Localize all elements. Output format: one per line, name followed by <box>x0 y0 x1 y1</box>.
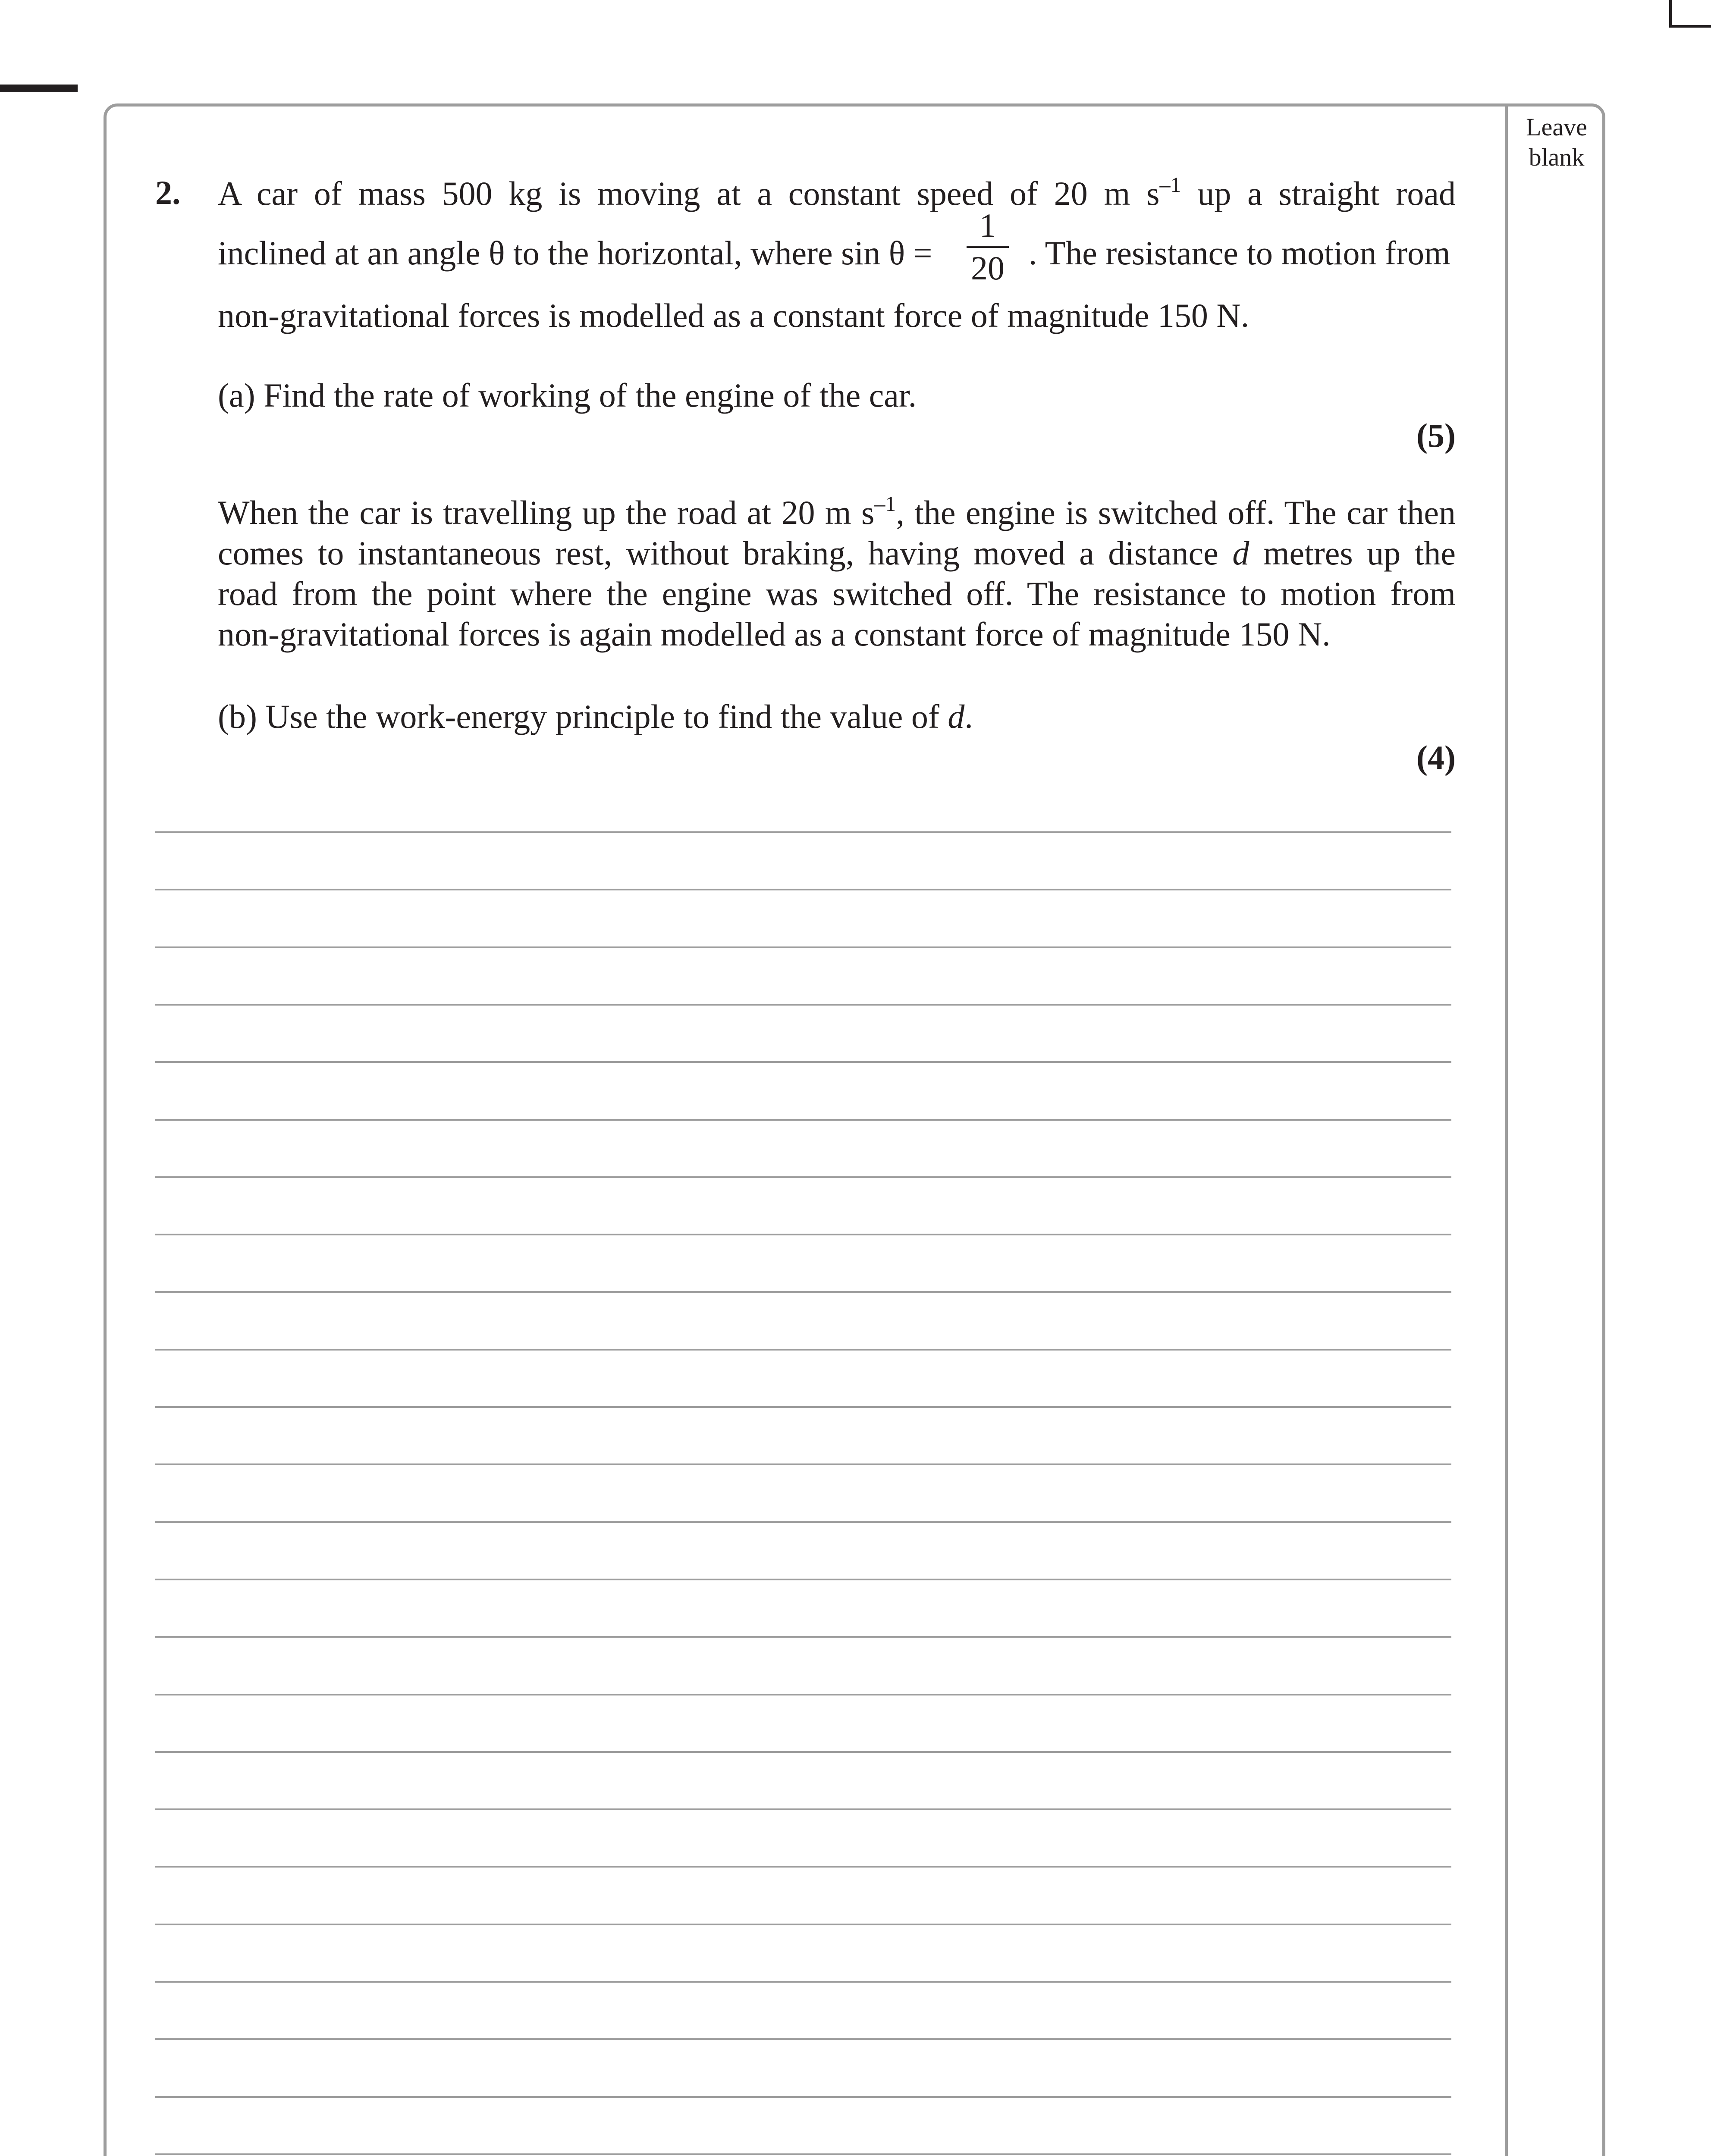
answer-line[interactable] <box>155 2038 1451 2040</box>
answer-line[interactable] <box>155 889 1451 890</box>
question-number: 2. <box>155 174 181 211</box>
question-intro-line2: inclined at an angle θ to the horizontal, where sin θ = . The resistance to motion from <box>218 234 1450 272</box>
fraction-one-twentieth <box>964 207 1011 287</box>
answer-line[interactable] <box>155 1004 1451 1006</box>
scenario-paragraph <box>218 492 1456 655</box>
answer-line[interactable] <box>155 1751 1451 1753</box>
answer-line[interactable] <box>155 1463 1451 1465</box>
answer-line[interactable] <box>155 1924 1451 1925</box>
leave-blank-divider <box>1505 103 1508 2156</box>
answer-line[interactable] <box>155 1349 1451 1351</box>
answer-line[interactable] <box>155 1119 1451 1121</box>
leave-blank-label: Leave blank <box>1526 113 1587 171</box>
para-line3: road from the point where the engine was switched off. The resistance to motion from <box>218 575 1456 612</box>
answer-line[interactable] <box>155 1234 1451 1235</box>
answer-line[interactable] <box>155 1636 1451 1638</box>
fraction-denominator: 20 <box>971 249 1005 287</box>
answer-line[interactable] <box>155 1866 1451 1868</box>
answer-line[interactable] <box>155 946 1451 948</box>
answer-line[interactable] <box>155 2096 1451 2098</box>
answer-line[interactable] <box>155 1521 1451 1523</box>
part-a-text: (a) Find the rate of working of the engine of the car. <box>218 376 917 414</box>
answer-line[interactable] <box>155 1291 1451 1293</box>
question-intro-line1: A car of mass 500 kg is moving at a constant speed of 20 m $s^{-1}$ up a straight road <box>218 172 1456 212</box>
answer-line[interactable] <box>155 1579 1451 1580</box>
answer-line[interactable] <box>155 831 1451 833</box>
crop-mark-top-right-h <box>1669 0 1672 26</box>
part-a-marks: (5) <box>1416 417 1456 454</box>
answer-line[interactable] <box>155 2153 1451 2155</box>
question-intro-line3: non-gravitational forces is modelled as a constant force of magnitude 150 N. <box>218 297 1250 334</box>
para-line4: non-gravitational forces is again modelled as a constant force of magnitude 150 N. <box>218 615 1331 653</box>
crop-mark-top-left <box>0 85 78 92</box>
part-b-text: (b) Use the work-energy principle to find the value of d. <box>218 698 973 735</box>
answer-line[interactable] <box>155 1406 1451 1408</box>
answer-line[interactable] <box>155 1694 1451 1695</box>
answer-line[interactable] <box>155 1176 1451 1178</box>
crop-mark-top-right-v <box>1669 25 1711 28</box>
para-line1: When the car is travelling up the road at 20 m $s^{-1}$, the engine is switched off. The car then <box>218 492 1456 531</box>
answer-line[interactable] <box>155 1981 1451 1983</box>
para-line2: comes to instantaneous rest, without braking, having moved a distance d metres up the <box>218 534 1456 572</box>
fraction-numerator: 1 <box>979 207 996 244</box>
answer-line[interactable] <box>155 1808 1451 1810</box>
part-b-marks: (4) <box>1416 739 1456 776</box>
answer-line[interactable] <box>155 1061 1451 1063</box>
